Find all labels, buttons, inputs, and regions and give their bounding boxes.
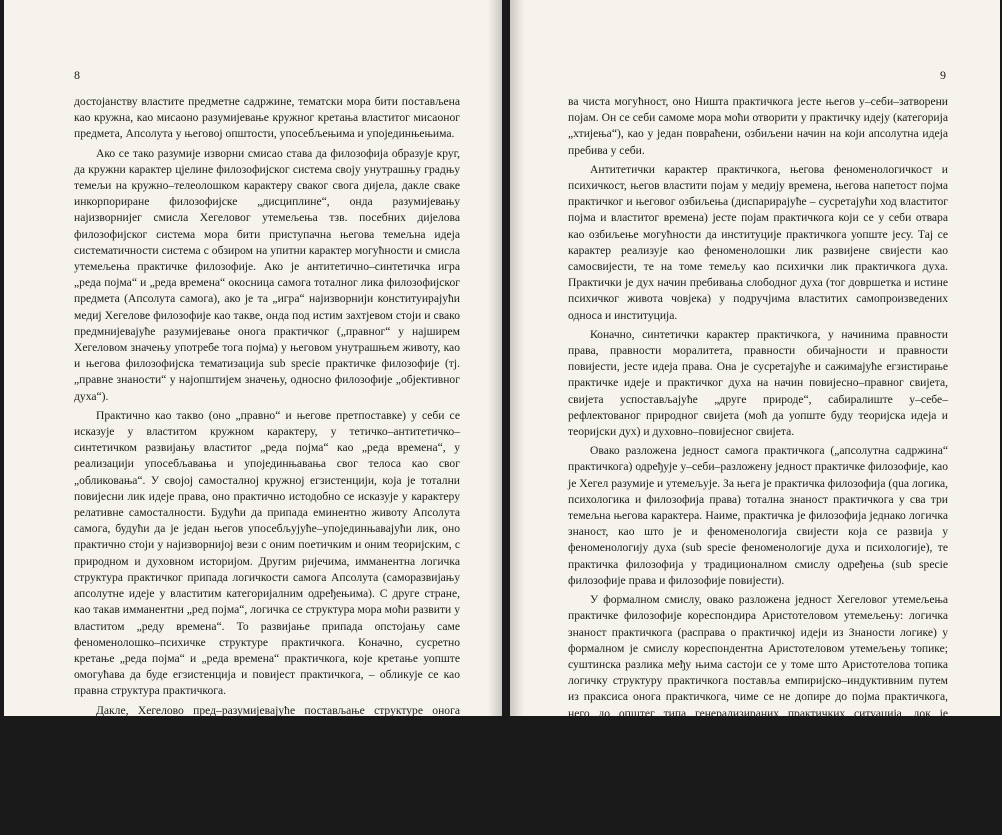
gutter-shadow xyxy=(510,0,524,716)
paragraph: Ако се тако разумије изворни смисао става да филозофија образује круг, да кружни карактер цјелине филозофијског система своју унутрашњу градњу темељи на кружно–телеолошком карактеру сваког свога дијела, дакле сваке инкорпориране филозофијске „дисциплине“, онда разумијевању најизворнијег смисла Хегеловог утемељења тзв. посебних дијелова филозофијског система мора бити приступачна његова темељна идеја систематичности система с обзиром на упитни карактер могућности и смисла утемељења практичке филозофије. Ако је антитетично–синтетичка игра „реда појма“ и „реда времена“ окосница самога тоталног лика филозофијског предмета (Апсолута самога), ако је та „игра“ најизворнији конституирајући медиј Хегелове филозофије као такве, онда под истим захтјевом стоји и свако предмнијевајуће разумијевање онога практичког („правног“ у најширем Хегеловом значењу употребе тога појма) у његовом унутрашњем животу, као и његова филозофијска тематизација sub specie практичке филозофије (тј. „правне знаности“ у најопштијем значењу, односно филозофије „објективног духа“). xyxy=(74,146,460,403)
page-body xyxy=(568,94,948,835)
gutter-shadow xyxy=(488,0,502,716)
left-page xyxy=(4,0,502,798)
page-body xyxy=(74,94,460,800)
paragraph: Овако разложена једност самога практичкога („апсолутна садржина“ практичкога) одређује у–себи–разложену једност практичке филозофије, као је Хегел разумије и утемељује. За њега је практичка филозофија (qua логика, психологика и филозофија права) тотална знаност практичкога у сва три темељна његова карактера. Наиме, практичка је филозофија једнако логичка знаност, као што је и феноменологија свијести која се развија у феноменологију духа (sub specie феноменологије духа и психологије), те практичка филозофија у традиционалном смислу одређења (sub specie филозофије права и филозофије повијести). xyxy=(568,444,948,587)
paragraph: Коначно, синтетички карактер практичкога, у начинима правности права, правности моралитета, правности обичајности и правности повијести, јесте идеја права. Она је сусретајуће и сажимајуће егзистирање практичке идеје и практичког духа на начин повијесно–правног свијета, свијета успостављајуће „друге природе“, сабиралиште у–себе–рефлектованог природног свијета (моћ да уопште буду теоријска идеја и теоријски дух) и духовно–повијесног свијета. xyxy=(568,327,948,439)
paragraph: достојанству властите предметне садржине, тематски мора бити постављена као кружна, као мисаоно разумијевање кружног кретања властитог мисаоног предмета, Апсолута у његовој општости, упосебљењима и упојединњењима. xyxy=(74,95,460,141)
right-page xyxy=(510,0,1000,833)
paragraph: ва чиста могућност, оно Ништа практичкога јесте његов у–себи–затворени појам. Он се себи самоме мора моћи отворити у практичку идеју (категорија „хтијења“), као у један повраћени, озбиљени начин на који апсолутна идеја пребива у себи. xyxy=(568,95,948,157)
paragraph: Антитетички карактер практичкога, његова феноменологичкост и психичкост, његов властити појам у медију времена, његова напетост појма практичког и његовог озбиљења (диспарирајуће – сусретајући ход властитог појма и властитог времена) јесте појам практичкога који се у себи отвара као озбиљење могућности да институције практичкога уопште јесу. Тај се карактер реализује као феноменолошки лик развијене свијести као самосвијести, те на томе темељу као психички лик практичкога духа. Практички је дух начин пребивања слободног духа (тог довршетка и истине психичког живота човјека) у подручјима властитих самопроизведених односа и институција. xyxy=(568,162,948,322)
page-number: 9 xyxy=(940,68,946,82)
paragraph: Дакле, Хегелово пред–разумијевајуће постављање структуре онога практичкога („правнога“) показује се као разложена једност практичкога у његовом логичком, феноменолошко–психичком и правном карактеру. Идентитет и диференција ових карактера почивају на тетичко–антитетичко–синтетичком гибљивом односу „реда појма“ и „реда времена“ самога практичкога. Тетички карактер практичкога, његова логичкост као њего- xyxy=(74,703,460,798)
paragraph: У формалном смислу, овако разложена једност Хегеловог утемељења практичке филозофије кореспондира Аристотеловом утемељењу: логичка знаност практичкога (расправа о практичкој идеји из Знаности логике) у формалном је смислу кореспондентна Аристотеловом утемељењу топике; суштинска разлика међу њима састоји се у томе што Аристотелова топика логичку структуру практичкога поставља емпиријско–индуктивним путем из праксиса онога практичкога, чиме се не допире до појма практичкога, него до општег типа генерализираних практичких ситуација, док је Хегелова „топика“ спекулативна, јер се гради на самој појмовности практичкога. Феноменолошко–психолошка знаност практичкога (расправа о становишту самосвијести и на њему израслим практичко–духовним формама из Феноменологије духа, као и расправа у утемељењу психологије из Енциклопедије филозофских знаности) кореспондентна је у формалном смислу Аристотеловом учењу о души; разлика међу њима је у томе што је Аристотелова xyxy=(568,593,948,833)
page-number: 8 xyxy=(74,68,80,82)
paragraph: Практично као такво (оно „правно“ и његове претпоставке) у себи се исказује у властитом кружном карактеру, у тетичко–антитетичко–синтетичком развијању властитог „реда појма“ као „реда времена“, у реализацији упосебљавања и упојединњавања свог телоса као свог „обликовања“. У својој самосталној кружној егзистенцији, која је тотални повијесни лик идеје права, оно практично истодобно се исказује у карактеру релативне самосталности. Будући да припада еминентно животу Апсолута самога, будући да је један његов упосебљујуће–упојединњавајући лик, оно практично стоји у најизворнијој вези с оним поетичким и оним теоријским, с природном и духовном историјом. Другим ријечима, имманентна логичка структура практичког припада логичкости самога Апсолута (саморазвијању апсолутне идеје у властитим категоријалним одређењима). С друге стране, као такав имманентни „ред појма“, логичка се структура мора моћи развити у властитом „реду времена“. То развијање припада опстојању саме феноменолошко–психичке структуре практичкога. Коначно, сусретно кретање „реда појма“ и „реда времена“ практичкога, које кретање уопште омогућава да буде егзистенција и повијест практичкога, – обликује се као правна структура практичкога. xyxy=(74,408,460,698)
